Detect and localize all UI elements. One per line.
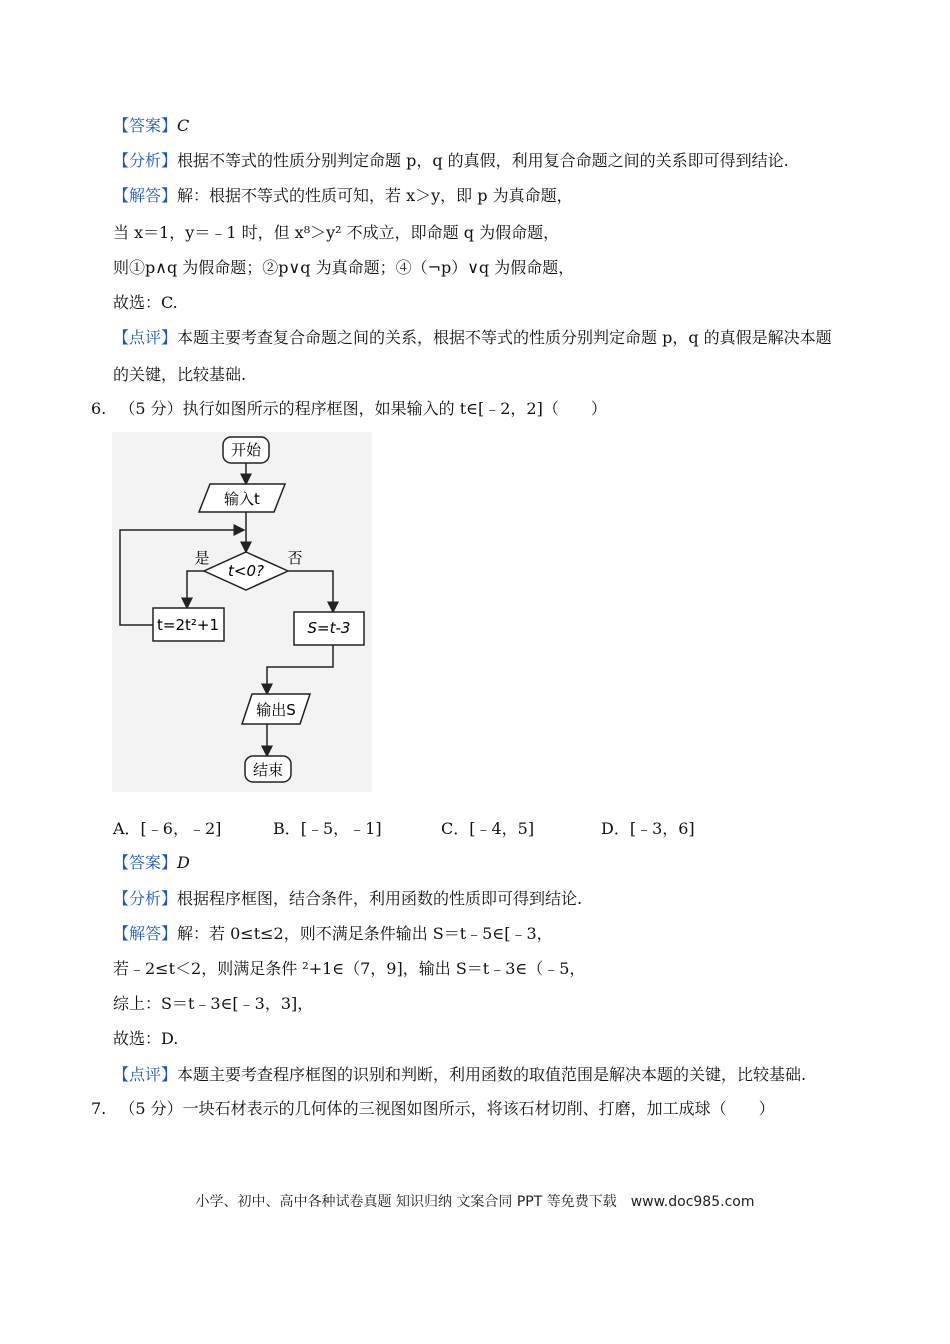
answer-value: C [177, 116, 190, 135]
q7-stem [91, 1098, 775, 1120]
solution-line: 若﹣2≤t＜2，则满足条件 ²+1∈（7，9]，输出 S＝t﹣3∈（﹣5， [113, 959, 586, 978]
assign-s-label: S=t-3 [307, 619, 351, 637]
analysis-text: 根据程序框图，结合条件，利用函数的性质即可得到结论. [177, 889, 583, 908]
solution-line: 综上：S＝t﹣3∈[﹣3，3]， [113, 994, 314, 1013]
page-footer: 小学、初中、高中各种试卷真题 知识归纳 文案合同 PPT 等免费下载 www.doc985.com [195, 1194, 755, 1210]
option-d: D．[﹣3，6] [601, 819, 695, 838]
comment-tag: 【点评】 [113, 328, 178, 347]
analysis-tag: 【分析】 [113, 889, 178, 908]
comment-text: 本题主要考查程序框图的识别和判断，利用函数的取值范围是解决本题的关键，比较基础. [177, 1065, 807, 1084]
q6-solution [113, 923, 553, 945]
no-label: 否 [287, 549, 303, 567]
q5-analysis [113, 150, 789, 172]
option-c: C．[﹣4，5] [441, 819, 535, 838]
comment-line: 本题主要考查复合命题之间的关系，根据不等式的性质分别判定命题 p，q 的真假是解决本题 [177, 328, 832, 347]
assign-t-label: t=2t²+1 [157, 616, 219, 634]
q5-comment [113, 327, 832, 349]
q5-answer [113, 115, 189, 137]
answer-tag: 【答案】 [113, 853, 178, 872]
option-b: B．[﹣5，﹣1] [273, 819, 382, 838]
solution-line: 解：根据不等式的性质可知，若 x＞y，即 p 为真命题， [177, 186, 573, 205]
answer-tag: 【答案】 [113, 116, 178, 135]
program-flowchart [112, 432, 372, 792]
analysis-tag: 【分析】 [113, 151, 178, 170]
solution-line: 解：若 0≤t≤2，则不满足条件输出 S＝t﹣5∈[﹣3， [177, 924, 553, 943]
yes-label: 是 [194, 549, 210, 567]
question-text: （5 分）一块石材表示的几何体的三视图如图所示，将该石材切削、打磨，加工成球（ ） [119, 1099, 775, 1118]
comment-tag: 【点评】 [113, 1065, 178, 1084]
q6-answer [113, 852, 190, 874]
solution-tag: 【解答】 [113, 924, 178, 943]
end-label: 结束 [252, 761, 284, 779]
q6-comment [113, 1064, 806, 1086]
solution-tag: 【解答】 [113, 186, 178, 205]
input-label: 输入t [224, 490, 260, 508]
question-number: 6. [91, 399, 107, 418]
answer-value: D [177, 853, 190, 872]
analysis-text: 根据不等式的性质分别判定命题 p，q 的真假，利用复合命题之间的关系即可得到结论. [177, 151, 789, 170]
solution-line: 故选：C. [113, 293, 178, 312]
start-label: 开始 [230, 441, 262, 459]
condition-label: t<0? [228, 562, 264, 580]
solution-line: 当 x＝1，y＝﹣1 时，但 x⁸＞y² 不成立，即命题 q 为假命题， [113, 223, 560, 242]
solution-line: 则①p∧q 为假命题；②p∨q 为真命题；④（¬p）∨q 为假命题， [113, 258, 575, 277]
comment-line: 的关键，比较基础. [113, 365, 247, 384]
q5-solution [113, 185, 573, 207]
question-number: 7. [91, 1099, 107, 1118]
q6-stem [91, 398, 607, 420]
q6-analysis [113, 888, 582, 910]
question-text: （5 分）执行如图所示的程序框图，如果输入的 t∈[﹣2，2]（ ） [119, 399, 607, 418]
option-a: A．[﹣6，﹣2] [113, 819, 222, 838]
output-label: 输出S [256, 701, 296, 719]
solution-line: 故选：D. [113, 1029, 179, 1048]
